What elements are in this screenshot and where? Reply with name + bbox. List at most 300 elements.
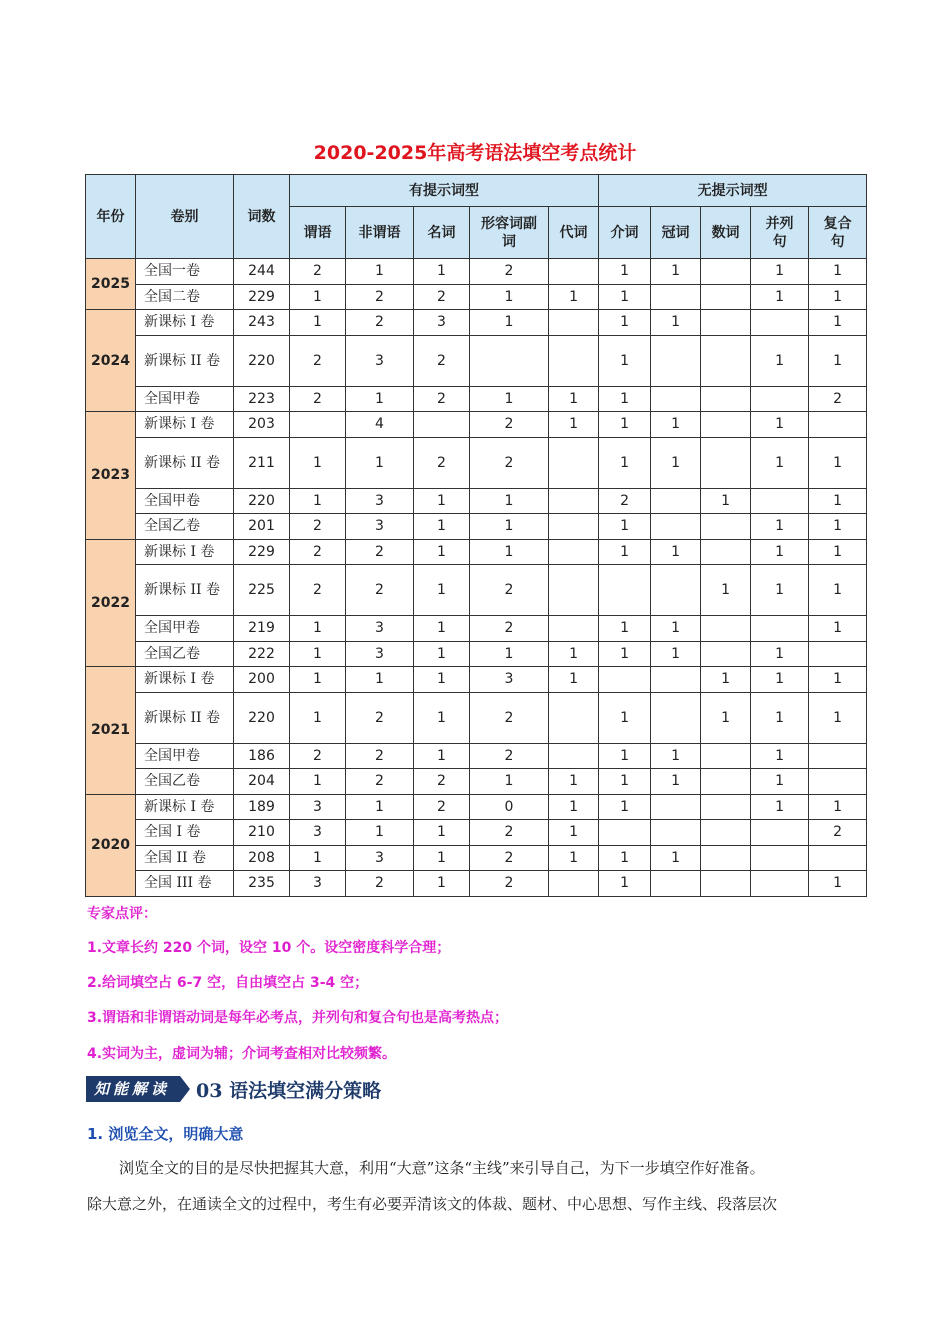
count-cell: 1 [414, 565, 470, 616]
count-cell: 1 [751, 667, 809, 693]
table-row [86, 616, 867, 642]
header-col: 冠词 [651, 207, 701, 259]
table-row [86, 310, 867, 336]
volume-cell: 全国 III 卷 [136, 871, 234, 897]
count-cell [701, 743, 751, 769]
count-cell [651, 820, 701, 846]
header-col: 介词 [599, 207, 651, 259]
words-cell: 220 [234, 488, 290, 514]
count-cell: 2 [346, 539, 414, 565]
volume-cell: 新课标 II 卷 [136, 565, 234, 616]
stats-table [85, 174, 867, 897]
count-cell [651, 386, 701, 412]
count-cell [701, 539, 751, 565]
count-cell: 1 [470, 386, 549, 412]
count-cell: 0 [470, 794, 549, 820]
volume-cell: 全国一卷 [136, 259, 234, 285]
volume-cell: 全国 II 卷 [136, 845, 234, 871]
count-cell: 1 [599, 692, 651, 743]
count-cell [701, 335, 751, 386]
expert-point: 4.实词为主，虚词为辅；介词考查相对比较频繁。 [87, 1046, 397, 1062]
table-row [86, 412, 867, 438]
count-cell: 1 [346, 386, 414, 412]
count-cell: 2 [599, 488, 651, 514]
year-cell: 2023 [86, 412, 136, 540]
count-cell: 1 [290, 641, 346, 667]
count-cell: 1 [414, 641, 470, 667]
count-cell [701, 845, 751, 871]
words-cell: 203 [234, 412, 290, 438]
count-cell: 3 [346, 616, 414, 642]
count-cell [809, 769, 867, 795]
volume-cell: 新课标 II 卷 [136, 335, 234, 386]
count-cell [549, 310, 599, 336]
count-cell [701, 641, 751, 667]
table-row [86, 488, 867, 514]
words-cell: 235 [234, 871, 290, 897]
count-cell: 1 [809, 616, 867, 642]
count-cell [549, 565, 599, 616]
count-cell: 2 [470, 565, 549, 616]
table-row [86, 284, 867, 310]
count-cell: 1 [414, 820, 470, 846]
count-cell [549, 259, 599, 285]
year-cell: 2024 [86, 310, 136, 412]
header-col: 复合句 [809, 207, 867, 259]
count-cell: 1 [414, 259, 470, 285]
count-cell [549, 616, 599, 642]
count-cell: 2 [470, 616, 549, 642]
expert-point: 1.文章长约 220 个词，设空 10 个。设空密度科学合理； [87, 940, 451, 956]
count-cell: 1 [290, 845, 346, 871]
count-cell: 1 [470, 539, 549, 565]
count-cell: 1 [599, 437, 651, 488]
count-cell: 1 [809, 565, 867, 616]
table-row [86, 820, 867, 846]
volume-cell: 新课标 I 卷 [136, 794, 234, 820]
count-cell [751, 616, 809, 642]
count-cell: 2 [470, 871, 549, 897]
count-cell: 1 [290, 616, 346, 642]
volume-cell: 全国甲卷 [136, 616, 234, 642]
count-cell: 1 [809, 259, 867, 285]
count-cell: 1 [599, 794, 651, 820]
count-cell [701, 386, 751, 412]
count-cell [549, 539, 599, 565]
count-cell: 2 [809, 820, 867, 846]
count-cell: 1 [599, 412, 651, 438]
count-cell: 1 [549, 641, 599, 667]
table-row [86, 539, 867, 565]
count-cell: 3 [290, 871, 346, 897]
count-cell [701, 616, 751, 642]
count-cell: 3 [414, 310, 470, 336]
header-col: 形容词副词 [470, 207, 549, 259]
table-row [86, 794, 867, 820]
count-cell: 1 [751, 769, 809, 795]
count-cell: 1 [599, 845, 651, 871]
count-cell [751, 845, 809, 871]
count-cell [701, 310, 751, 336]
header-col: 数词 [701, 207, 751, 259]
count-cell: 1 [549, 667, 599, 693]
count-cell: 1 [599, 310, 651, 336]
count-cell [751, 820, 809, 846]
count-cell: 1 [346, 437, 414, 488]
words-cell: 222 [234, 641, 290, 667]
words-cell: 243 [234, 310, 290, 336]
words-cell: 189 [234, 794, 290, 820]
count-cell: 1 [701, 488, 751, 514]
table-row [86, 565, 867, 616]
words-cell: 244 [234, 259, 290, 285]
count-cell: 1 [470, 769, 549, 795]
words-cell: 200 [234, 667, 290, 693]
header-year: 年份 [86, 175, 136, 259]
count-cell: 1 [651, 310, 701, 336]
count-cell: 1 [751, 794, 809, 820]
count-cell [651, 284, 701, 310]
table-row [86, 514, 867, 540]
count-cell: 2 [470, 692, 549, 743]
count-cell: 1 [751, 514, 809, 540]
count-cell: 2 [470, 412, 549, 438]
section-title: 03 语法填空满分策略 [196, 1079, 382, 1102]
words-cell: 211 [234, 437, 290, 488]
count-cell: 3 [346, 845, 414, 871]
count-cell: 2 [414, 794, 470, 820]
count-cell: 1 [751, 692, 809, 743]
count-cell: 1 [549, 845, 599, 871]
volume-cell: 新课标 I 卷 [136, 412, 234, 438]
count-cell: 1 [290, 310, 346, 336]
count-cell: 1 [751, 437, 809, 488]
volume-cell: 全国乙卷 [136, 641, 234, 667]
year-cell: 2020 [86, 794, 136, 896]
count-cell: 3 [346, 488, 414, 514]
volume-cell: 全国乙卷 [136, 514, 234, 540]
volume-cell: 全国 I 卷 [136, 820, 234, 846]
count-cell: 1 [414, 871, 470, 897]
count-cell [701, 871, 751, 897]
table-row [86, 335, 867, 386]
count-cell [751, 310, 809, 336]
count-cell [549, 437, 599, 488]
count-cell [751, 386, 809, 412]
count-cell: 1 [599, 335, 651, 386]
count-cell: 1 [751, 565, 809, 616]
volume-cell: 新课标 II 卷 [136, 692, 234, 743]
count-cell: 1 [414, 845, 470, 871]
count-cell: 1 [651, 616, 701, 642]
count-cell: 2 [346, 743, 414, 769]
count-cell [809, 845, 867, 871]
count-cell [701, 259, 751, 285]
count-cell: 1 [549, 284, 599, 310]
words-cell: 219 [234, 616, 290, 642]
count-cell: 1 [414, 692, 470, 743]
count-cell: 1 [599, 616, 651, 642]
count-cell [701, 284, 751, 310]
count-cell: 2 [414, 284, 470, 310]
words-cell: 186 [234, 743, 290, 769]
count-cell: 1 [599, 284, 651, 310]
count-cell [701, 794, 751, 820]
count-cell: 1 [290, 667, 346, 693]
count-cell: 1 [651, 743, 701, 769]
count-cell: 1 [549, 794, 599, 820]
count-cell: 1 [290, 769, 346, 795]
section-banner [86, 1072, 381, 1106]
count-cell [809, 641, 867, 667]
count-cell: 1 [651, 412, 701, 438]
count-cell: 1 [751, 412, 809, 438]
count-cell: 1 [701, 667, 751, 693]
table-row [86, 667, 867, 693]
count-cell: 2 [290, 539, 346, 565]
count-cell: 2 [470, 820, 549, 846]
count-cell [290, 412, 346, 438]
header-col: 名词 [414, 207, 470, 259]
volume-cell: 全国甲卷 [136, 386, 234, 412]
count-cell: 1 [599, 871, 651, 897]
volume-cell: 全国二卷 [136, 284, 234, 310]
count-cell: 2 [290, 386, 346, 412]
count-cell: 1 [751, 743, 809, 769]
count-cell: 1 [751, 335, 809, 386]
volume-cell: 全国乙卷 [136, 769, 234, 795]
header-group-hint: 有提示词型 [290, 175, 599, 207]
count-cell: 1 [751, 259, 809, 285]
year-cell: 2021 [86, 667, 136, 795]
count-cell: 1 [809, 335, 867, 386]
header-words: 词数 [234, 175, 290, 259]
stats-body [86, 259, 867, 897]
count-cell: 1 [290, 488, 346, 514]
words-cell: 204 [234, 769, 290, 795]
count-cell: 1 [599, 514, 651, 540]
table-row [86, 743, 867, 769]
count-cell: 1 [651, 539, 701, 565]
count-cell: 1 [599, 641, 651, 667]
table-row [86, 845, 867, 871]
count-cell: 1 [470, 641, 549, 667]
table-row [86, 437, 867, 488]
table-row [86, 692, 867, 743]
count-cell: 1 [809, 284, 867, 310]
count-cell: 1 [599, 539, 651, 565]
count-cell [599, 565, 651, 616]
count-cell: 1 [599, 386, 651, 412]
count-cell: 1 [290, 284, 346, 310]
count-cell [701, 820, 751, 846]
count-cell: 1 [651, 845, 701, 871]
count-cell: 2 [290, 335, 346, 386]
count-cell: 1 [290, 437, 346, 488]
count-cell: 1 [599, 743, 651, 769]
count-cell [599, 667, 651, 693]
count-cell: 3 [346, 641, 414, 667]
count-cell: 2 [414, 386, 470, 412]
count-cell: 1 [599, 769, 651, 795]
count-cell [549, 335, 599, 386]
count-cell: 2 [346, 871, 414, 897]
count-cell [651, 667, 701, 693]
section-badge: 知能解读 [86, 1076, 180, 1102]
section-subheading: 1. 浏览全文，明确大意 [87, 1125, 244, 1143]
count-cell: 2 [414, 769, 470, 795]
header-group-nohint: 无提示词型 [599, 175, 867, 207]
count-cell [751, 488, 809, 514]
count-cell [651, 871, 701, 897]
count-cell [701, 437, 751, 488]
count-cell: 1 [290, 692, 346, 743]
count-cell: 1 [470, 514, 549, 540]
count-cell: 2 [346, 310, 414, 336]
volume-cell: 全国甲卷 [136, 743, 234, 769]
count-cell: 2 [290, 514, 346, 540]
count-cell: 1 [809, 488, 867, 514]
count-cell: 2 [346, 769, 414, 795]
expert-point: 2.给词填空占 6-7 空，自由填空占 3-4 空； [87, 975, 369, 991]
count-cell: 2 [809, 386, 867, 412]
count-cell: 1 [701, 692, 751, 743]
volume-cell: 新课标 I 卷 [136, 667, 234, 693]
count-cell [701, 769, 751, 795]
count-cell: 1 [701, 565, 751, 616]
table-row [86, 259, 867, 285]
header-volume: 卷别 [136, 175, 234, 259]
count-cell: 1 [549, 386, 599, 412]
count-cell: 1 [414, 488, 470, 514]
count-cell [549, 692, 599, 743]
body-paragraph: 除大意之外，在通读全文的过程中，考生有必要弄清该文的体裁、题材、中心思想、写作主线、段落层次 [87, 1195, 778, 1213]
count-cell: 1 [809, 310, 867, 336]
count-cell [651, 335, 701, 386]
words-cell: 229 [234, 539, 290, 565]
count-cell: 2 [470, 845, 549, 871]
count-cell: 2 [414, 437, 470, 488]
count-cell: 2 [290, 743, 346, 769]
volume-cell: 新课标 II 卷 [136, 437, 234, 488]
count-cell: 3 [290, 794, 346, 820]
count-cell: 1 [346, 820, 414, 846]
count-cell: 1 [549, 820, 599, 846]
count-cell: 2 [470, 437, 549, 488]
count-cell: 1 [414, 616, 470, 642]
volume-cell: 新课标 I 卷 [136, 310, 234, 336]
header-col: 代词 [549, 207, 599, 259]
count-cell [549, 488, 599, 514]
count-cell: 2 [346, 284, 414, 310]
year-cell: 2022 [86, 539, 136, 667]
count-cell: 2 [346, 565, 414, 616]
count-cell [701, 514, 751, 540]
count-cell: 1 [751, 539, 809, 565]
body-paragraph: 浏览全文的目的是尽快把握其大意，利用“大意”这条“主线”来引导自己，为下一步填空作好准备。 [119, 1159, 765, 1177]
words-cell: 201 [234, 514, 290, 540]
count-cell: 1 [809, 667, 867, 693]
count-cell [599, 820, 651, 846]
count-cell: 1 [751, 641, 809, 667]
count-cell [651, 565, 701, 616]
count-cell: 1 [414, 667, 470, 693]
count-cell: 1 [470, 488, 549, 514]
table-row [86, 386, 867, 412]
count-cell: 1 [809, 794, 867, 820]
count-cell [651, 514, 701, 540]
words-cell: 220 [234, 692, 290, 743]
count-cell: 1 [809, 539, 867, 565]
count-cell: 2 [290, 259, 346, 285]
header-col: 谓语 [290, 207, 346, 259]
count-cell: 1 [809, 437, 867, 488]
table-row [86, 641, 867, 667]
count-cell: 3 [470, 667, 549, 693]
count-cell: 2 [470, 259, 549, 285]
words-cell: 208 [234, 845, 290, 871]
count-cell [651, 488, 701, 514]
count-cell: 1 [651, 259, 701, 285]
count-cell: 1 [549, 769, 599, 795]
count-cell: 1 [651, 769, 701, 795]
count-cell: 1 [549, 412, 599, 438]
header-col: 并列句 [751, 207, 809, 259]
count-cell [549, 743, 599, 769]
count-cell: 1 [651, 437, 701, 488]
count-cell: 3 [346, 335, 414, 386]
count-cell [549, 514, 599, 540]
count-cell [701, 412, 751, 438]
count-cell: 1 [346, 667, 414, 693]
count-cell [651, 794, 701, 820]
count-cell: 2 [290, 565, 346, 616]
count-cell: 1 [651, 641, 701, 667]
header-col: 非谓语 [346, 207, 414, 259]
count-cell: 1 [414, 539, 470, 565]
count-cell: 1 [809, 692, 867, 743]
expert-heading: 专家点评： [87, 906, 157, 922]
count-cell: 1 [470, 310, 549, 336]
table-row [86, 871, 867, 897]
volume-cell: 新课标 I 卷 [136, 539, 234, 565]
expert-point: 3.谓语和非谓语动词是每年必考点，并列句和复合句也是高考热点； [87, 1010, 509, 1026]
count-cell [470, 335, 549, 386]
count-cell: 3 [346, 514, 414, 540]
count-cell: 1 [599, 259, 651, 285]
count-cell [414, 412, 470, 438]
count-cell: 4 [346, 412, 414, 438]
volume-cell: 全国甲卷 [136, 488, 234, 514]
count-cell: 1 [809, 871, 867, 897]
words-cell: 210 [234, 820, 290, 846]
count-cell: 1 [346, 794, 414, 820]
count-cell: 1 [751, 284, 809, 310]
count-cell: 1 [809, 514, 867, 540]
words-cell: 229 [234, 284, 290, 310]
count-cell: 2 [414, 335, 470, 386]
count-cell: 1 [470, 284, 549, 310]
count-cell: 2 [470, 743, 549, 769]
words-cell: 225 [234, 565, 290, 616]
count-cell: 2 [346, 692, 414, 743]
table-row [86, 769, 867, 795]
count-cell: 1 [414, 514, 470, 540]
page-title: 2020-2025年高考语法填空考点统计 [313, 142, 637, 164]
count-cell [549, 871, 599, 897]
count-cell: 1 [346, 259, 414, 285]
words-cell: 220 [234, 335, 290, 386]
